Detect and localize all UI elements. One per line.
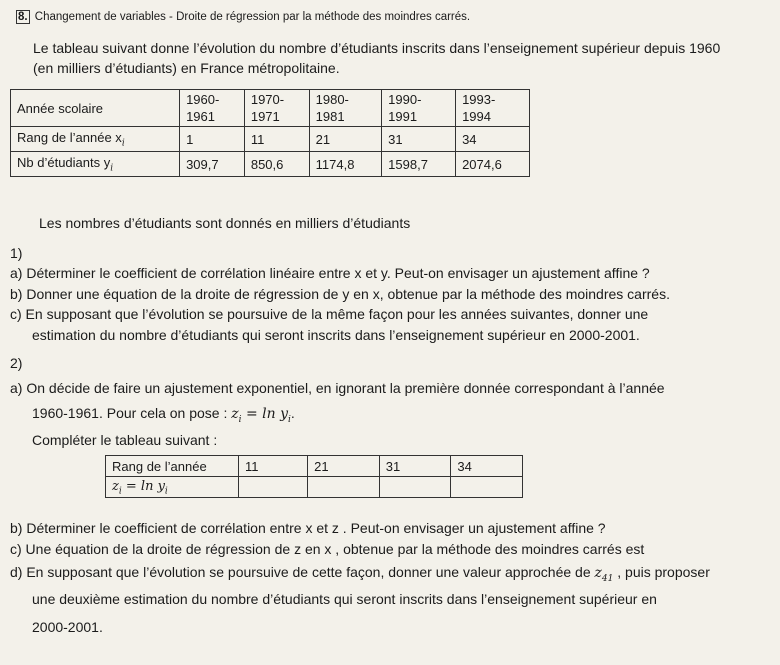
z-table-rank-cell: 34: [451, 456, 523, 477]
z-table-empty-cell[interactable]: [451, 477, 523, 498]
z-table-empty-cell[interactable]: [239, 477, 308, 498]
data-table: [10, 89, 530, 177]
students-cell: 850,6: [244, 152, 309, 177]
z-table-rank-cell: 21: [308, 456, 380, 477]
header-year-label: Année scolaire: [11, 90, 180, 127]
z-table-empty-cell[interactable]: [308, 477, 380, 498]
table-row-years: [11, 90, 530, 127]
students-cell: 1598,7: [382, 152, 456, 177]
question-1c-line1: c) En supposant que l’évolution se poursuive de la même façon pour les années suivantes, donner une: [10, 306, 649, 322]
question-1b: b) Donner une équation de la droite de régression de y en x, obtenue par la méthode des moindres carrés.: [10, 286, 670, 302]
z-table-rank-cell: 31: [379, 456, 451, 477]
rank-cell: 31: [382, 127, 456, 152]
question-2d-line2: une deuxième estimation du nombre d’étudiants qui seront inscrits dans l’enseignement supérieur en: [32, 591, 657, 607]
z-table-rank-label: Rang de l’année: [106, 456, 239, 477]
students-cell: 2074,6: [456, 152, 530, 177]
year-cell: 1990- 1991: [382, 90, 456, 127]
year-cell: 1980- 1981: [309, 90, 382, 127]
table-row-rank: [11, 127, 530, 152]
z-table-empty-cell[interactable]: [379, 477, 451, 498]
z-table: [105, 455, 523, 498]
question-1a: a) Déterminer le coefficient de corrélation linéaire entre x et y. Peut-on envisager un ajustement affine ?: [10, 265, 650, 281]
rank-cell: 1: [180, 127, 245, 152]
rank-cell: 11: [244, 127, 309, 152]
table-row-students: [11, 152, 530, 177]
part1-label: 1): [10, 245, 23, 261]
z-table-z-label: $z_i = \ln y_i$: [106, 477, 239, 498]
rank-cell: 21: [309, 127, 382, 152]
rank-cell: 34: [456, 127, 530, 152]
question-2d-line1: d) En supposant que l’évolution se poursuive de cette façon, donner une valeur approchée de $z_{41}$ , puis proposer: [10, 564, 710, 584]
exercise-number: 8.: [18, 11, 28, 23]
students-cell: 309,7: [180, 152, 245, 177]
exercise-title-text: Changement de variables - Droite de régression par la méthode des moindres carrés.: [34, 11, 471, 23]
year-cell: 1970- 1971: [244, 90, 309, 127]
rank-label: Rang de l’année $x_i$: [11, 127, 180, 152]
units-note: Les nombres d’étudiants sont donnés en milliers d’étudiants: [39, 215, 411, 231]
intro-line-2: (en milliers d’étudiants) en France métropolitaine.: [33, 60, 340, 76]
question-2a-line1: a) On décide de faire un ajustement exponentiel, en ignorant la première donnée correspondant à l’année: [10, 380, 665, 396]
table-row: [106, 477, 523, 498]
year-cell: 1993- 1994: [456, 90, 530, 127]
students-cell: 1174,8: [309, 152, 382, 177]
question-2a-line2: 1960-1961. Pour cela on pose : $z_i = \ln y_i$.: [32, 405, 295, 425]
intro-line-1: Le tableau suivant donne l’évolution du nombre d’étudiants inscrits dans l’enseignement supérieur depuis 1960: [33, 40, 721, 56]
complete-instruction: Compléter le tableau suivant :: [32, 432, 218, 448]
year-cell: 1960- 1961: [180, 90, 245, 127]
question-2d-line3: 2000-2001.: [32, 619, 103, 635]
z-table-rank-cell: 11: [239, 456, 308, 477]
table-row: [106, 456, 523, 477]
part2-label: 2): [10, 355, 23, 371]
question-2b: b) Déterminer le coefficient de corrélation entre x et z . Peut-on envisager un ajustement affine ?: [10, 520, 606, 536]
students-label: Nb d’étudiants $y_i$: [11, 152, 180, 177]
question-1c-line2: estimation du nombre d’étudiants qui seront inscrits dans l’enseignement supérieur en 2000-2001.: [32, 327, 640, 343]
exercise-title: [16, 11, 470, 23]
question-2c: c) Une équation de la droite de régression de z en x , obtenue par la méthode des moindres carrés est: [10, 541, 645, 557]
